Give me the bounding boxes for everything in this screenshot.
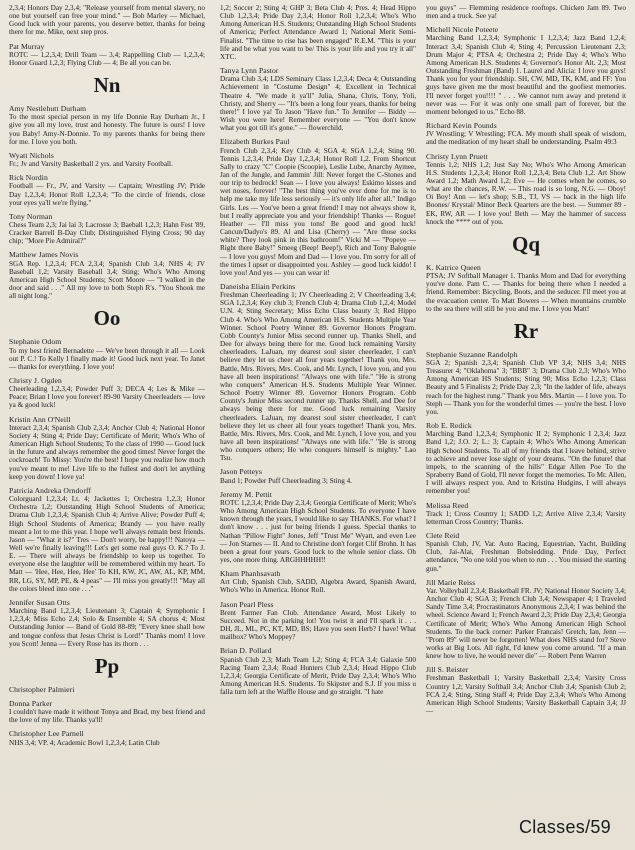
senior-entry xyxy=(9,152,205,168)
section-letter-r: Rr xyxy=(513,318,539,343)
senior-entry xyxy=(9,599,205,648)
senior-entry xyxy=(9,338,205,371)
entry-name: Stephanie Odom xyxy=(9,337,62,347)
entry-name: Melissa Reed xyxy=(426,500,469,510)
entry-name: Christopher Lee Parnell xyxy=(9,729,84,739)
entry-name: Christopher Palmieri xyxy=(9,684,75,694)
entry-name: Christy Lynn Pruett xyxy=(426,151,488,161)
entry-name: Jason Pearl Pless xyxy=(220,599,274,609)
entry-name: Elizabeth Burkes Paul xyxy=(220,137,290,147)
entry-body: Interact 2,3,4; Spanish Club 2,3,4; Anchor Club 4; National Honor Society 4; Sting 4; Pride Day; Certificate of Merit; Who's Who of American High School Students; To the class of 1990 — Good luck in the future and always remember the good times! Never forget the cockroach! To Missy: You're the best! I hope you realize how much you've meant to me! Live life to the fullest and don't let anything keep you down! I love ya! xyxy=(9,423,205,481)
entry-body: Marching Band 1,2,3,4; Symphonic I 1,2,3,4; Jazz Band 1,2,4; Interact 3,4; Spanish Club 4; Sting 4; Percussion Lieutenant 2,3; Drum Major 4; PTSA 4; Orchestra 2; Pride Day 4; Who's Who Among American H.S. Students 4; Governor's Honor Alt. 2,3; Most Outstanding Freshman (Band) 1. Laurel and Alicia: I love you guys! Thank you for your friendship. SH, CW, MD, TK, KM, and FF: You guys have given me the most beautiful and the goofiest memories. I'll never forget you!!!! " . . . We cannot turn away and pretend it never was — For it was only one small part of forever, but the moment belonged to us." Echo 88. xyxy=(426,34,626,116)
entry-name: Kham Phanhsavath xyxy=(220,569,281,579)
entry-name: Kristin Ann O'Neill xyxy=(9,414,71,424)
senior-entry xyxy=(220,647,416,696)
entry-body: Track 1; Cross Country 1; SADD 1,2; Arrive Alive 2,3,4; Varsity letterman Cross Country; Thanks. xyxy=(426,509,626,526)
senior-entry xyxy=(9,416,205,481)
senior-entry xyxy=(426,579,626,661)
senior-entry xyxy=(220,491,416,564)
entry-name: Amy Nestlehutt Durham xyxy=(9,104,87,114)
entry-name: Jeremy M. Pettit xyxy=(220,489,273,499)
entry-name: Pat Murray xyxy=(9,41,45,51)
senior-entry xyxy=(426,351,626,416)
section-letter-q: Qq xyxy=(511,231,540,256)
entry-body: Marching Band 1,2,3,4; Symphonic II 2; Symphonic I 2,3,4; Jazz Band 1,2; J.O. 2; L.: 3; Captain 4; Who's Who Among American High School Students. To all of my friends that I leave behind, strive to achieve and never lose sight of your dreams. "On the future! that impels, to the scanning of the hills" Edgar Allen Poe To the Spraberry Band of Gold, I'll never forget the memories. To Mr. Allen, I will always respect you. And to Kristina Hudgins, I will always remember you! xyxy=(426,430,626,496)
entry-body: I couldn't have made it without Tonya and Brad, my best friend and the love of my life. Thanks ya'll! xyxy=(9,708,205,725)
senior-entry xyxy=(9,251,205,300)
entry-name: Wyatt Nichols xyxy=(9,150,54,160)
entry-body: ROTC — 1,2,3,4; Drill Team — 3,4; Rappelling Club — 1,2,3,4; Honor Guard 1,2,3; Flying Club — 4; Be all you can be. xyxy=(9,50,205,67)
entry-name: Christy J. Ogden xyxy=(9,376,62,385)
senior-entry xyxy=(220,67,416,132)
entry-name: Donna Parker xyxy=(9,699,53,708)
senior-entry xyxy=(9,174,205,207)
entry-name: Patricia Andreka Orndorff xyxy=(9,485,92,495)
entry-body: Spanish Club, JV, Var. Auto Racing, Equestrian, Yacht, Building Club, Jai-Alai, Freshman Bobsledding. Pride Day, Perfect attendance, "No one told you when to run . . . You missed the starting gun." xyxy=(426,540,626,573)
entry-name: Jason Petteys xyxy=(220,467,263,477)
entry-name: Michell Nicole Poteete xyxy=(426,25,499,35)
senior-entry xyxy=(220,283,416,462)
entry-body: Marching Band 1,2,3,4; Lieutenant 3; Captain 4; Symphonic I 1,2,3,4; Miss Echo 2,4; Solo & Ensemble 4; SA chorus 4; Most Outstanding Junior — Band of Gold 88-89; "Every knee shall bow and tongue confess that Jesus Christ is Lord!" Thanks mom! I love you Scott! Jenna — Every Rose has its thorn . . . xyxy=(9,607,205,648)
entry-name: K. Katrice Queen xyxy=(426,262,481,272)
section-letter-n: Nn xyxy=(93,73,121,98)
entry-body: Freshman Basketball 1; Varsity Basketball 2,3,4; Varsity Cross Country 1,2; Varsity Softball 3,4; Anchor Club 3,4; Spanish Club 2; FCA 2,4; Sting, Sting Staff 4; Pride Day 2,3,4; Who's Who Among American High School Students; Varsity Basketball Captain 3,4; JJ — xyxy=(426,674,626,716)
entry-body: Chess Team 2,3; Jai lai 3; Lacrosse 3; Baeball 1,2,3; Hahn Fest '89, Cracker Barrell B-Day Club; Distinguished Flying Cross; 90 day chip; "More Pie Admiral?" xyxy=(9,220,205,246)
senior-entry xyxy=(9,377,205,410)
senior-entry xyxy=(9,105,205,146)
entry-name: Rob E. Redick xyxy=(426,421,472,431)
section-letter-o: Oo xyxy=(93,306,121,331)
senior-entry xyxy=(426,264,626,313)
entry-body: Tennis 1,2; NHS 1,2; Just Say No; Who's Who Among American H.S. Students 1,2,3,4; Honor Roll 1,2,3,4; Beta Club 1,2. Art Show Award 1,2; Math Award 1,2; Eve — He comes when he comes, so what are the chances, R.W. — This road is so long, N.G. — Oboy! Oi Boy! Ann — let's shop; S.B., TJ, VS — back in the high life Boones/ Krystal/ Minor Beck Quarters are the best. — Summer 89 - EK, RW, AR — I love you! Beth — May the hammer of success knock the **** out of you. xyxy=(426,160,626,226)
senior-entry xyxy=(426,153,626,226)
entry-body: Spanish Club 2,3; Math Team 1,2; Sting 4; FCA 3,4; Galaxie 500 Racing Team 2,3,4; Road Hunters Club 2,3,4; Head Hippo Club 1,2,3,4; Georgia Certificate of Merit, Pride Day 2,3,4; Who's Who Among American H.S. Students. To Skipster and S.J. If you miss u falla turn left at the Waffle House and go straight. "I hate xyxy=(220,655,416,697)
entry-body: Cheerleading 1,2,3,4; Powder Puff 3; DECA 4; Les & Mike — Peace; Brian I love you forever! 89-90 Varsity Cheerleaders — love ya & good luck! xyxy=(9,385,205,410)
section-letter-p: Pp xyxy=(94,653,120,678)
entry-body: JV Wrestling; V Wrestling; FCA. My mouth shall speak of wisdom, and the meditation of my heart shall be understanding. Psalm 49:3 xyxy=(426,130,626,147)
entry-name: Daneisha Eliain Perkins xyxy=(220,282,296,291)
entry-body: Art Club, Spanish Club, SADD, Algebra Award, Spanish Award, Who's Who in America. Honor Roll. xyxy=(220,578,416,595)
senior-entry xyxy=(9,730,205,746)
senior-entry xyxy=(220,138,416,277)
entry-name: Jill Marie Reiss xyxy=(426,577,476,587)
entry-body: Drama Club 3,4; LDS Seminary Class 1,2,3,4; Deca 4; Outstanding Achievement in "Costume Design" 4; Excellent in Technical Theatre 4. "We made it ya'll" Julia, Shana, Chris, Tony, Yoli, Christy, and Sherry — "It's been a long four years, thanks for being there!" I love ya! To Jason "Have fun." To Jennifer — Biddy — Wish you were here! Remember everyone — "You don't know what you got till it's gone." — flowerchild. xyxy=(220,75,416,133)
senior-entry xyxy=(9,686,205,694)
entry-body: Colorguard 1,2,3,4; Lt. 4; Jackettes 1; Orchestra 1,2,3; Honor Orchestra 1,2; Outstanding High School Students of America; Drama Club 1,2,3,4; Spanish Club 4; Arrive Alive; Powder Puff 4; High School Students of America; Brandy — you have really meant a lot to me this year. I hope we'll always remain best friends. Jason — "What it is?" Tres — Don't worry, be happy!!! Natoya — Well we're finally leaving!!! Let's get some real guys O. K.? To J. E. — There will always be friendship to keep us together. To everyone else the laughter will be remembered within my heart. To Matt — 'Hee, Hee, Hee, Hee' To KH, KW, JC, AW, AL, KP, MM, RR, LG, SY, MP, PE, & 4 peas" — I'll miss you greatly!!! "May all the colors bleed into one . . ." xyxy=(9,495,205,593)
entry-name: Clete Reid xyxy=(426,530,460,540)
senior-entry xyxy=(426,4,626,20)
senior-entry xyxy=(426,26,626,116)
senior-entry xyxy=(220,4,416,61)
entry-body: 1,2; Soccer 2; Sting 4; GHP 3; Beta Club 4; Pres. 4; Head Hippo Club 1,2,3,4; Pride Day 2,3,4; Honor Roll 1,2,3,4; Who's Who Among American H.S. Students; Outstanding High School Students of America; Perfect Attendance Award 1; National Merit Semi-Finalist. "The time to rise has been engaged" R.E.M. "This is your life and be what you want to be/ This is your life and you try it all" XTC. xyxy=(220,4,416,61)
senior-entry xyxy=(9,43,205,67)
senior-entry xyxy=(9,4,205,37)
entry-body: To the most special person in my life Donnie Ray Durham Jr., I give you all my love, trust and honesty. The future is ours! I love you Baby! Amy-N-Donnie. To my parents thanks for being there for me. I love you both. xyxy=(9,113,205,146)
entry-body: To my best friend Bernadette — We've been through it all — Look out P. C.! To Kelly I finally made it! Good luck next year. To Janet — thanks for everything. I love you! xyxy=(9,346,205,371)
entry-name: Brian D. Pollard xyxy=(220,646,272,656)
entry-name: Richard Kevin Pounds xyxy=(426,121,497,131)
entry-name: Jill S. Reister xyxy=(426,665,469,675)
entry-body: Freshman Cheerleading 1; JV Cheerleading 2; V Cheerleading 3,4; SGA 1,2,3,4; Key club 3; French Club 4; Drama Club 1,2,4; Model U.N. 4; Sting Secretary; Miss Echo Class beauty 3; Red Hippo Club 4. Who's Who Among American H.S. Students Multiple Year Winner. School Poetry Winner 89. Governor Honors Program. Cobb County's Junior Miss second runner up. Thanks Shell, and Dee for always being there for me. Good luck remaining Varsity cheerleaders. LaJuan, my dearest soul sister cheerleader, I can't believe they let us cheer all four years together! Thank you, Mrs. Battle, Mrs. Rivers, Mrs. Cook, and Mr. Lynch, I love you, and you have all been inspirations! "Always one with life." "He is strong who conquers" American H.S. Students Multiple Year Winner. School Poetry Winner 89. Governor Honors Program. Cobb County's Junior Miss second runner up. Thanks Shell, and Dee for always being there for me. Good luck remaining Varsity cheerleaders. LaJuan, my dearest soul sister cheerleader, I can't believe they let us cheer all four years together! Thank you, Mrs. Battle, Mrs. Rivers, Mrs. Cook, and Mr. Lynch, I love you, and you have all been inspirations! "Always one with life." "He is strong who conquers others; He who conquers himself is mighty." Lao Tsu. xyxy=(220,291,416,463)
column-left xyxy=(9,4,205,753)
entry-name: Tanya Lynn Pastor xyxy=(220,66,279,76)
entry-body: Football — Fr., JV, and Varsity — Captain; Wrestling JV; Pride Day 1,2,3,4; Honor Roll 1,2,3,4; "To the circle of friends, close your eyes ya'll we're flying." xyxy=(9,182,205,207)
entry-body: French Club 2,3,4; Key Club 4; SGA 4; SGA 1,2,4; Sting 90. Tennis 1,2,3,4; Pride Day 1,2,3,4; Honor Roll 1,2. From Shortcut Sally to crazy "C" Coopie (Scoopie), Leslie Lube, Anarchy Aymee, Jan of the Jungle, and Jammin' Jill: Never forget the C-Stones and our trip to bedrock! Sean — I love you always! Eskimo kisses and wet noses, forever! "The best thing you've ever done for me is to help me take my life less seriously — it's only life after all." Indigo Girls. Les — You've been a great friend! I may not always show it, but I really appreciate you and your friendship! Thanks — Rogue! Heather — I'll miss you tons! Be good and good luck! Cancun/Dadyo's 89. Al and Lisa (Cherry) — "Are those socks white? They look pink in this bathroom!" Vicki M — "Popeye — Right there Baby!" Smeeg (Beep! Beep!), Rich and Tony Balognie — I love you guys! Mom and Dad — I love you. I'm sorry for all of the times I upset or disappointed you. Ashley — good luck kiddo! I love you! And yes — you can wear it! xyxy=(220,146,416,277)
senior-entry xyxy=(220,468,416,484)
senior-entry xyxy=(426,422,626,495)
column-middle xyxy=(220,4,416,702)
entry-body: PTSA; JV Softball Manager 1. Thanks Mom and Dad for everything you've done. Pam C. — Thanks for being there when I needed a friend. Remember: Bicycling, Boots, and the seducer. I'll meet you at the evacuation center. To Matt Bowers — When mountains crumble to the sea there will still be you and me. I love you Matt! xyxy=(426,272,626,313)
page-footer: Classes/59 xyxy=(518,817,611,837)
entry-body: Band 1; Powder Puff Cheerleading 3; Sting 4. xyxy=(220,476,353,485)
senior-entry xyxy=(426,532,626,573)
entry-body: Brent Farmer Fan Club. Attendance Award, Most Likely to Succeed. Not in the parking lot! You twist it and I'll spark it . . . DH, JL, ML, PC, KT, MD, BS; Have you seen Herb? I have! What mailbox? Who's Moppey? xyxy=(220,608,416,642)
column-right xyxy=(426,4,626,721)
senior-entry xyxy=(426,122,626,146)
senior-entry xyxy=(426,502,626,526)
senior-entry xyxy=(426,666,626,715)
senior-entry xyxy=(9,213,205,246)
entry-body: Var. Volleyball 2,3,4; Basketball FR. JV; National Honor Society 3,4; Anchor Club 4; SGA 3; French Club 3,4; Newspaper 4; I Traveled Sandy Time 3,4; Procrastinators Anonymous 2,3,4; I was behind the wheel. Science Award 1; French Award 2,3; Pride Day 2,3,4; Georgia Certificate of Merit; Who's Who Among American High School Students. To the back corner: Parker Francais! Gretch, Ian, Jenn — "Prom 89" will never be forgotten! What does NHS stand for? Steve works at Big Lots. All right, I'd knew you come around. "If a man knew how to live, he would never die" — Robert Penn Warren xyxy=(426,586,626,661)
entry-name: Matthew James Novis xyxy=(9,250,79,260)
senior-entry xyxy=(220,570,416,594)
entry-name: Tony Norman xyxy=(9,211,53,221)
entry-body: ROTC 1,2,3,4; Pride Day 2,3,4; Georgia Certificate of Merit; Who's Who Among American High School Students. To everyone I have known through the years, I would like to say THANKS. For what? I don't know . . . just for being friends I guess. Special thanks to Nathan "Pillow Fight" Jones, Jeff "Trust Me" Wyatt, and even Lee — Jon Starnes — II. And to Christine don't forget Clif Brohn. It has been a great four years. Good luck to the whole senior class. Oh yes, one more thing. ARGHHHHH!! xyxy=(220,498,416,564)
entry-name: Jennifer Susan Otts xyxy=(9,597,70,607)
entry-name: Stephanie Suzanne Randolph xyxy=(426,349,518,359)
senior-entry xyxy=(9,700,205,724)
senior-entry xyxy=(220,601,416,642)
entry-body: you guys" — Flemming residence rooftops. Chicken Jam 89. Two men and a truck. See ya! xyxy=(426,4,626,21)
entry-body: 2,3,4; Honors Day 2,3,4; "Release yourself from mental slavery, no one but yourself can free your mind." — Bob Marley — Michael, Good luck with your parents, you deserve better, thanks for being there for me. Mike, next step pros. xyxy=(9,4,205,37)
entry-body: NHS 3,4; VP. 4; Academic Bowl 1,2,3,4; Latin Club xyxy=(9,738,160,747)
entry-body: SGA Rep. 1,2,3,4; FCA 2,3,4; Spanish Club 3,4; NHS 4; JV Baseball 1,2; Varsity Baseball 3,4; Sting; Who's Who Among American High School Students; Scott Moore — "I walked in the door and said . . ." All my love to both Steph R's. "You Shook me all night long." xyxy=(9,259,205,301)
entry-body: Fr.; Jv and Varsity Basketball 2 yrs. and Varsity Football. xyxy=(9,160,173,169)
entry-name: Rick Nordin xyxy=(9,173,48,183)
senior-entry xyxy=(9,487,205,593)
entry-body: SGA 2; Spanish 2,3,4; Spanish Club VP 3,4; NHS 3,4; NHS Treasurer 4; "Oklahoma" 3; "BBB" 3; Drama Club 2,3; Who's Who Among American HS Students; Sting 90; Miss Echo 1,2,3; Class Beauty and 5 Finalists 2; Pride Day 2,3; "In the ladder of life, always reach for the highest rung." Thank you Mrs. Martin — I love you. To Steph — Thank you for the wonderful times — you're the best. I love you. xyxy=(426,359,626,416)
